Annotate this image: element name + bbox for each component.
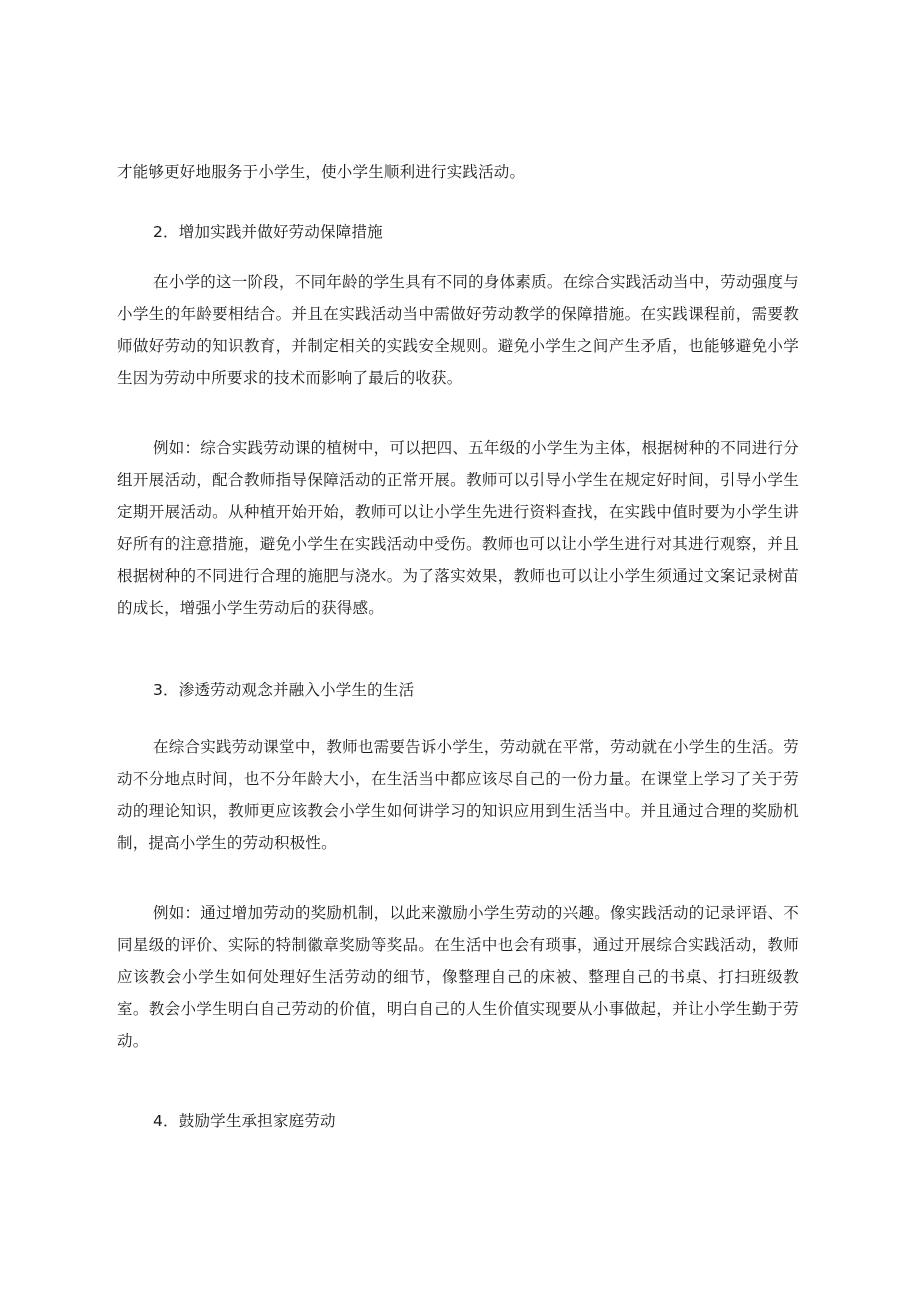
section-2-paragraph-1: 在小学的这一阶段，不同年龄的学生具有不同的身体素质。在综合实践活动当中，劳动强度与小学生的年龄要相结合。并且在实践活动当中需做好劳动教学的保障措施。在实践课程前，需要教师做好劳动的知识教育，并制定相关的实践安全规则。避免小学生之间产生矛盾，也能够避免小学生因为劳动中所要求的技术而影响了最后的收获。 <box>117 273 799 387</box>
section-3-paragraph-2: 例如：通过增加劳动的奖励机制，以此来激励小学生劳动的兴趣。像实践活动的记录评语、不同星级的评价、实际的特制徽章奖励等奖品。在生活中也会有琐事，通过开展综合实践活动，教师应该教会小学生如何处理好生活劳动的细节，像整理自己的床被、整理自己的书桌、打扫班级教室。教会小学生明白自己劳动的价值，明白自己的人生价值实现要从小事做起，并让小学生勤于劳动。 <box>117 904 799 1050</box>
section-3-heading: 3．渗透劳动观念并融入小学生的生活 <box>153 681 415 699</box>
section-2-heading: 2．增加实践并做好劳动保障措施 <box>153 223 383 241</box>
section-4-heading: 4．鼓励学生承担家庭劳动 <box>153 1112 336 1130</box>
section-3-paragraph-1: 在综合实践劳动课堂中，教师也需要告诉小学生，劳动就在平常，劳动就在小学生的生活。劳动不分地点时间，也不分年龄大小，在生活当中都应该尽自己的一份力量。在课堂上学习了关于劳动的理论知识，教师更应该教会小学生如何讲学习的知识应用到生活当中。并且通过合理的奖励机制，提高小学生的劳动积极性。 <box>117 738 799 852</box>
continuation-paragraph: 才能够更好地服务于小学生，使小学生顺利进行实践活动。 <box>117 163 526 181</box>
section-2-paragraph-2: 例如：综合实践劳动课的植树中，可以把四、五年级的小学生为主体，根据树种的不同进行分组开展活动，配合教师指导保障活动的正常开展。教师可以引导小学生在规定好时间，引导小学生定期开展活动。从种植开始开始，教师可以让小学生先进行资料查找，在实践中值时要为小学生讲好所有的注意措施，避免小学生在实践活动中受伤。教师也可以让小学生进行对其进行观察，并且根据树种的不同进行合理的施肥与浇水。为了落实效果，教师也可以让小学生须通过文案记录树苗的成长，增强小学生劳动后的获得感。 <box>117 439 799 617</box>
